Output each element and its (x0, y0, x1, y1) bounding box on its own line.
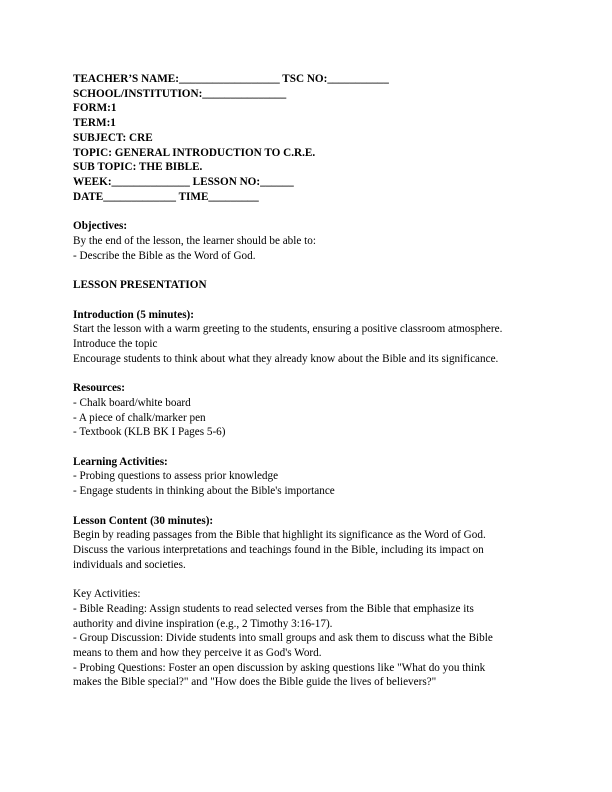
learning-activities-heading: Learning Activities: (73, 455, 168, 468)
term-field: TERM:1 (73, 117, 116, 130)
learning-activities-line: - Engage students in thinking about the Bible's importance (73, 485, 335, 498)
objectives-line: - Describe the Bible as the Word of God. (73, 249, 256, 262)
resources-line: - Chalk board/white board (73, 396, 191, 409)
resources-line: - Textbook (KLB BK I Pages 5-6) (73, 426, 226, 439)
objectives-line: By the end of the lesson, the learner should be able to: (73, 234, 316, 247)
key-activities-line: means to them and how they perceive it as God's Word. (73, 647, 322, 660)
key-activities-heading: Key Activities: (73, 588, 141, 601)
teacher-name-field: TEACHER’S NAME:__________________ TSC NO:___________ (73, 73, 389, 85)
form-field: FORM:1 (73, 102, 117, 115)
key-activities-line: - Group Discussion: Divide students into small groups and ask them to discuss what the Bible (73, 632, 493, 645)
learning-activities-line: - Probing questions to assess prior knowledge (73, 470, 279, 483)
key-activities-line: - Probing Questions: Foster an open discussion by asking questions like "What do you think (73, 661, 486, 674)
introduction-line: Introduce the topic (73, 337, 158, 350)
subject-field: SUBJECT: CRE (73, 131, 153, 144)
date-field: DATE_____________ TIME_________ (73, 190, 259, 203)
school-field: SCHOOL/INSTITUTION:_______________ (73, 87, 287, 100)
key-activities-line: - Bible Reading: Assign students to read selected verses from the Bible that emphasize its (73, 602, 474, 615)
resources-heading: Resources: (73, 382, 125, 395)
lesson-content-line: Discuss the various interpretations and teachings found in the Bible, including its impact on (73, 544, 484, 556)
week-field: WEEK:______________ LESSON NO:______ (73, 176, 294, 189)
objectives-heading: Objectives: (73, 220, 128, 233)
lesson-content-heading: Lesson Content (30 minutes): (73, 514, 214, 527)
introduction-line: Start the lesson with a warm greeting to the students, ensuring a positive classroom atmosphere. (73, 323, 503, 336)
subtopic-field: SUB TOPIC: THE BIBLE. (73, 161, 203, 174)
introduction-heading: Introduction (5 minutes): (73, 308, 194, 321)
key-activities-line: authority and divine inspiration (e.g., 2 Timothy 3:16-17). (73, 617, 333, 630)
lesson-content-line: Begin by reading passages from the Bible that highlight its significance as the Word of God. (73, 529, 486, 542)
lesson-content-line: individuals and societies. (73, 558, 186, 571)
lesson-plan-page (73, 72, 553, 690)
resources-line: - A piece of chalk/marker pen (73, 411, 206, 424)
key-activities-line: makes the Bible special?" and "How does the Bible guide the lives of believers?" (73, 676, 437, 689)
presentation-heading: LESSON PRESENTATION (73, 279, 207, 292)
topic-field: TOPIC: GENERAL INTRODUCTION TO C.R.E. (73, 146, 316, 159)
introduction-line: Encourage students to think about what they already know about the Bible and its significance. (73, 352, 499, 365)
